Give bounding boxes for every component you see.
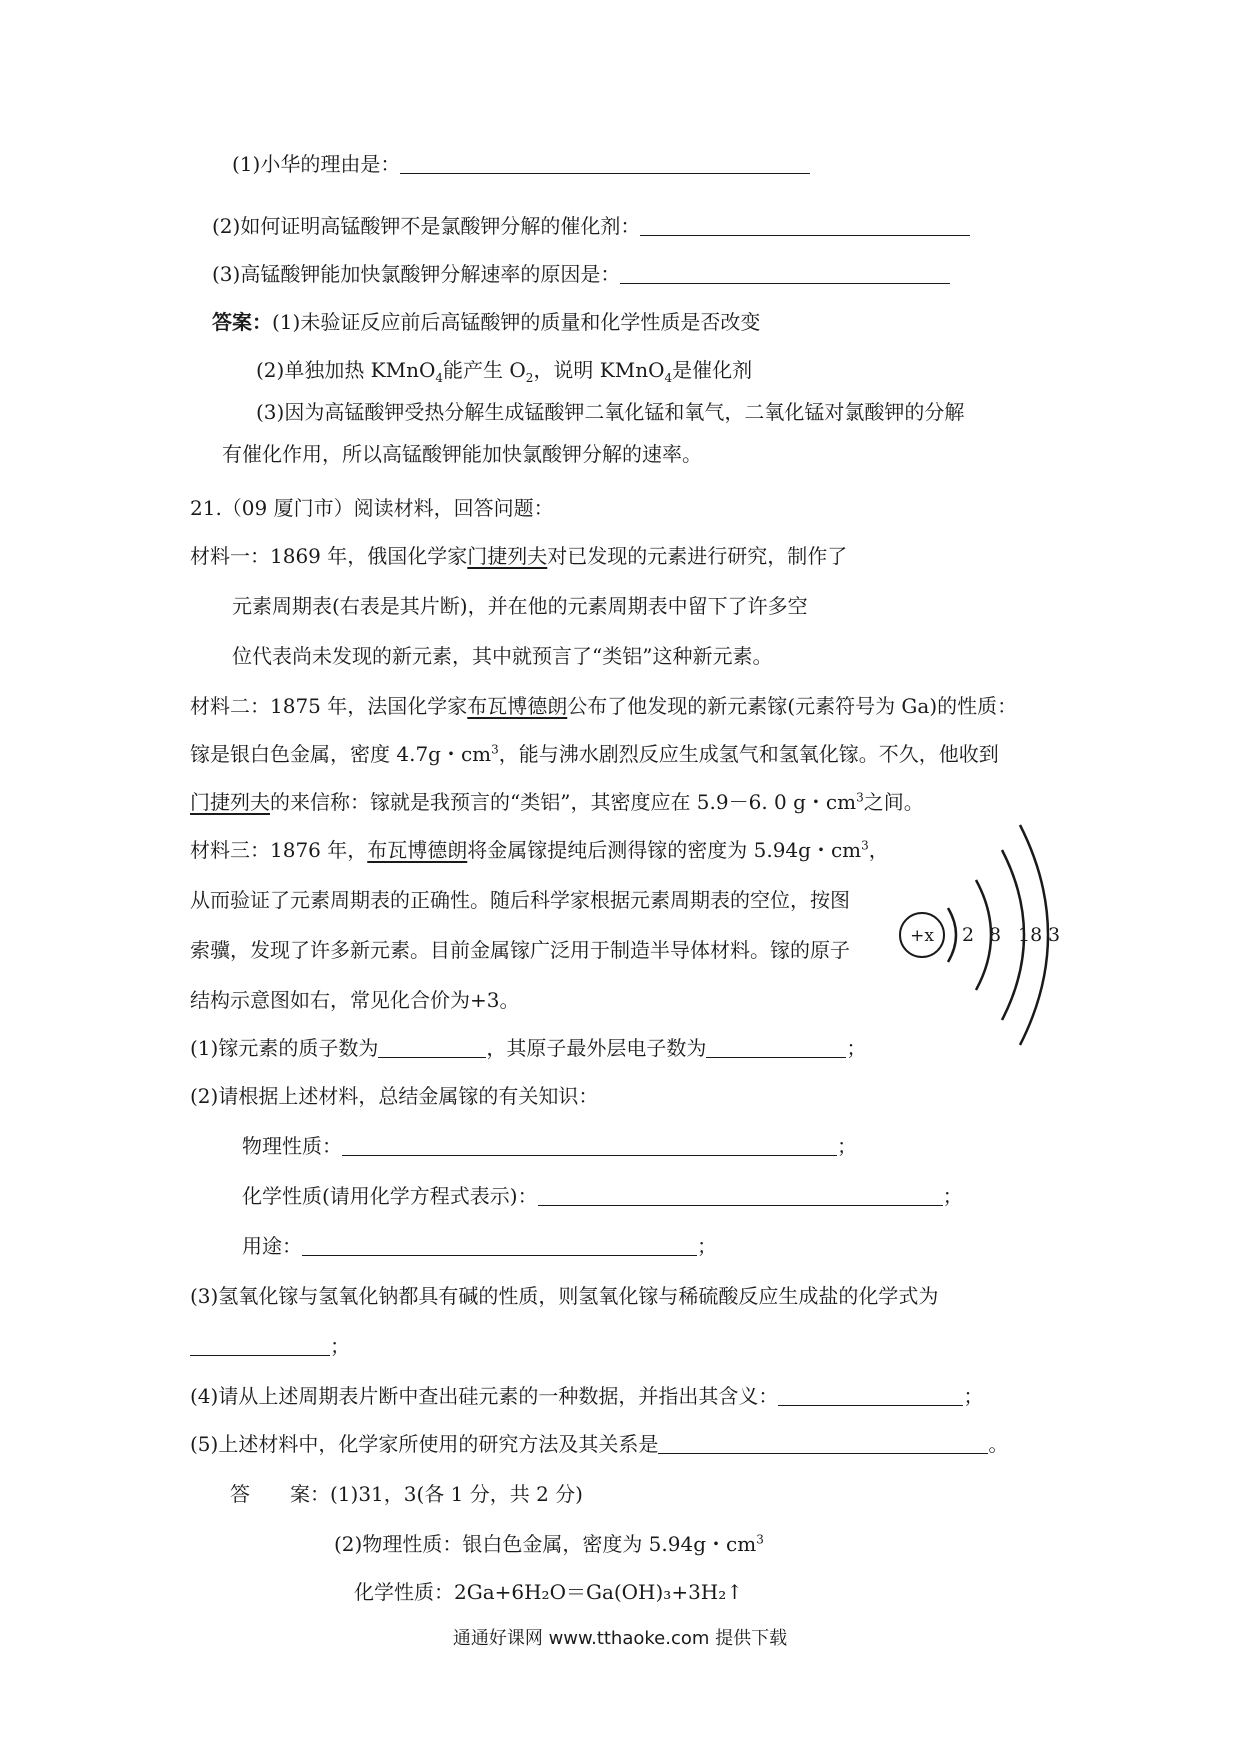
q21-answer2 xyxy=(334,1530,764,1558)
question-text: ； xyxy=(942,1184,963,1208)
q21-sub5 xyxy=(190,1430,1008,1458)
q20-sub3 xyxy=(212,260,950,288)
q21-sub4 xyxy=(190,1382,983,1410)
material-text: 材料三：1876 年， xyxy=(190,838,368,862)
material-text: 镓是银白色金属，密度 4.7g・cm xyxy=(190,742,492,766)
answer-text: (1)31，3(各 1 分，共 2 分) xyxy=(330,1482,583,1506)
scientist-name: 门捷列夫 xyxy=(467,544,548,568)
answer-blank[interactable] xyxy=(378,1037,486,1058)
answer-blank[interactable] xyxy=(640,215,970,236)
q21-material3-line1 xyxy=(190,836,889,864)
q20-answer3-line1: (3)因为高锰酸钾受热分解生成锰酸钾二氧化锰和氧气，二氧化锰对氯酸钾的分解 xyxy=(256,400,965,424)
answer-blank[interactable] xyxy=(342,1135,837,1156)
q20-sub1-label: (1)小华的理由是： xyxy=(232,152,401,176)
q20-answer2 xyxy=(256,356,752,384)
question-text: (1)镓元素的质子数为 xyxy=(190,1036,379,1060)
shell-count-2: 8 xyxy=(989,924,1002,946)
answer-blank[interactable] xyxy=(190,1335,330,1356)
material-text: 公布了他发现的新元素镓(元素符号为 Ga)的性质： xyxy=(567,694,1018,718)
shell-count-1: 2 xyxy=(962,924,975,946)
q21-material2-line1 xyxy=(190,692,1017,720)
subscript: 4 xyxy=(435,371,444,385)
answer-blank[interactable] xyxy=(658,1433,988,1454)
electron-shell-1 xyxy=(948,908,956,962)
scientist-name: 布瓦博德朗 xyxy=(467,694,568,718)
superscript: 3 xyxy=(756,1532,764,1547)
q21-sub2: (2)请根据上述材料，总结金属镓的有关知识： xyxy=(190,1084,599,1108)
shell-count-3: 18 xyxy=(1018,924,1043,946)
material-text: 将金属镓提纯后测得镓的密度为 5.94g・cm xyxy=(467,838,862,862)
question-text: 化学性质(请用化学方程式表示)： xyxy=(242,1184,538,1208)
q21-material1-line3: 位代表尚未发现的新元素，其中就预言了“类铝”这种新元素。 xyxy=(232,644,773,668)
q20-sub2 xyxy=(212,212,970,240)
material-text: ， xyxy=(868,838,889,862)
superscript: 3 xyxy=(491,742,499,757)
q21-sub1 xyxy=(190,1034,866,1062)
superscript: 3 xyxy=(856,790,864,805)
question-text: ，其原子最外层电子数为 xyxy=(486,1036,707,1060)
answer-blank[interactable] xyxy=(778,1385,963,1406)
q21-sub2-chemical xyxy=(242,1182,963,1210)
q21-material2-line3 xyxy=(190,788,924,816)
q20-sub2-label: (2)如何证明高锰酸钾不是氯酸钾分解的催化剂： xyxy=(212,214,641,238)
material-text: 材料一：1869 年，俄国化学家 xyxy=(190,544,468,568)
q20-answer3-line2: 有催化作用，所以高锰酸钾能加快氯酸钾分解的速率。 xyxy=(222,442,702,466)
nucleus-label: +x xyxy=(910,926,934,946)
answer-label: 答案： xyxy=(212,310,272,334)
question-text: 。 xyxy=(988,1432,1009,1456)
q20-answer1 xyxy=(212,308,760,336)
question-text: 用途： xyxy=(242,1234,302,1258)
question-text: (5)上述材料中，化学家所使用的研究方法及其关系是 xyxy=(190,1432,659,1456)
answer-blank[interactable] xyxy=(302,1235,697,1256)
question-text: ； xyxy=(697,1234,717,1258)
q21-material2-line2 xyxy=(190,740,999,768)
q21-sub3-answer-line xyxy=(190,1332,350,1360)
q21-sub2-use xyxy=(242,1232,717,1260)
q21-sub3: (3)氢氧化镓与氢氧化钠都具有碱的性质，则氢氧化镓与稀硫酸反应生成盐的化学式为 xyxy=(190,1284,939,1308)
material-text: 的来信称：镓就是我预言的“类铝”，其密度应在 5.9－6. 0 g・cm xyxy=(270,790,857,814)
scientist-name: 布瓦博德朗 xyxy=(367,838,468,862)
answer-text: ，说明 KMnO xyxy=(533,358,665,382)
scientist-name: 门捷列夫 xyxy=(190,790,270,814)
answer-text: 能产生 O xyxy=(443,358,526,382)
q20-sub1 xyxy=(232,150,810,178)
q21-answer1 xyxy=(230,1480,583,1508)
question-text: ； xyxy=(846,1036,867,1060)
q21-material3-line2: 从而验证了元素周期表的正确性。随后科学家根据元素周期表的空位，按图 xyxy=(190,888,850,912)
superscript: 3 xyxy=(861,838,869,853)
q21-sub2-physical xyxy=(242,1132,857,1160)
question-text: (4)请从上述周期表片断中查出硅元素的一种数据，并指出其含义： xyxy=(190,1384,779,1408)
material-text: ，能与沸水剧烈反应生成氢气和氢氧化镓。不久，他收到 xyxy=(498,742,999,766)
answer-blank[interactable] xyxy=(706,1037,846,1058)
q21-material1-line1 xyxy=(190,542,847,570)
material-text: 对已发现的元素进行研究，制作了 xyxy=(547,544,848,568)
answer-blank[interactable] xyxy=(400,153,810,174)
shell-count-4: 3 xyxy=(1048,924,1061,946)
question-text: ； xyxy=(837,1134,857,1158)
answer-text: (2)单独加热 KMnO xyxy=(256,358,436,382)
subscript: 4 xyxy=(664,371,673,385)
answer-text: 是催化剂 xyxy=(672,358,753,382)
page-footer: 通通好课网 www.tthaoke.com 提供下载 xyxy=(452,1628,788,1649)
answer-blank[interactable] xyxy=(538,1185,943,1206)
q21-material1-line2: 元素周期表(右表是其片断)，并在他的元素周期表中留下了许多空 xyxy=(232,594,808,618)
answer-text: (2)物理性质：银白色金属，密度为 5.94g・cm xyxy=(334,1532,757,1556)
answer-blank[interactable] xyxy=(620,263,950,284)
answer-label: 答 案： xyxy=(230,1482,330,1506)
q21-answer2-chem: 化学性质：2Ga+6H₂O＝Ga(OH)₃+3H₂↑ xyxy=(354,1580,744,1604)
material-text: 材料二：1875 年，法国化学家 xyxy=(190,694,468,718)
question-text: ； xyxy=(330,1334,350,1358)
subscript: 2 xyxy=(525,371,534,385)
q21-material3-line4: 结构示意图如右，常见化合价为+3。 xyxy=(190,988,520,1012)
answer-text: (1)未验证反应前后高锰酸钾的质量和化学性质是否改变 xyxy=(272,310,761,334)
gallium-atom-diagram xyxy=(870,820,1070,1050)
question-text: ； xyxy=(963,1384,984,1408)
material-text: 之间。 xyxy=(863,790,924,814)
question-text: 物理性质： xyxy=(242,1134,342,1158)
q21-heading: 21.（09 厦门市）阅读材料，回答问题： xyxy=(190,496,554,520)
q20-sub3-label: (3)高锰酸钾能加快氯酸钾分解速率的原因是： xyxy=(212,262,621,286)
q21-material3-line3: 索骥，发现了许多新元素。目前金属镓广泛用于制造半导体材料。镓的原子 xyxy=(190,938,850,962)
